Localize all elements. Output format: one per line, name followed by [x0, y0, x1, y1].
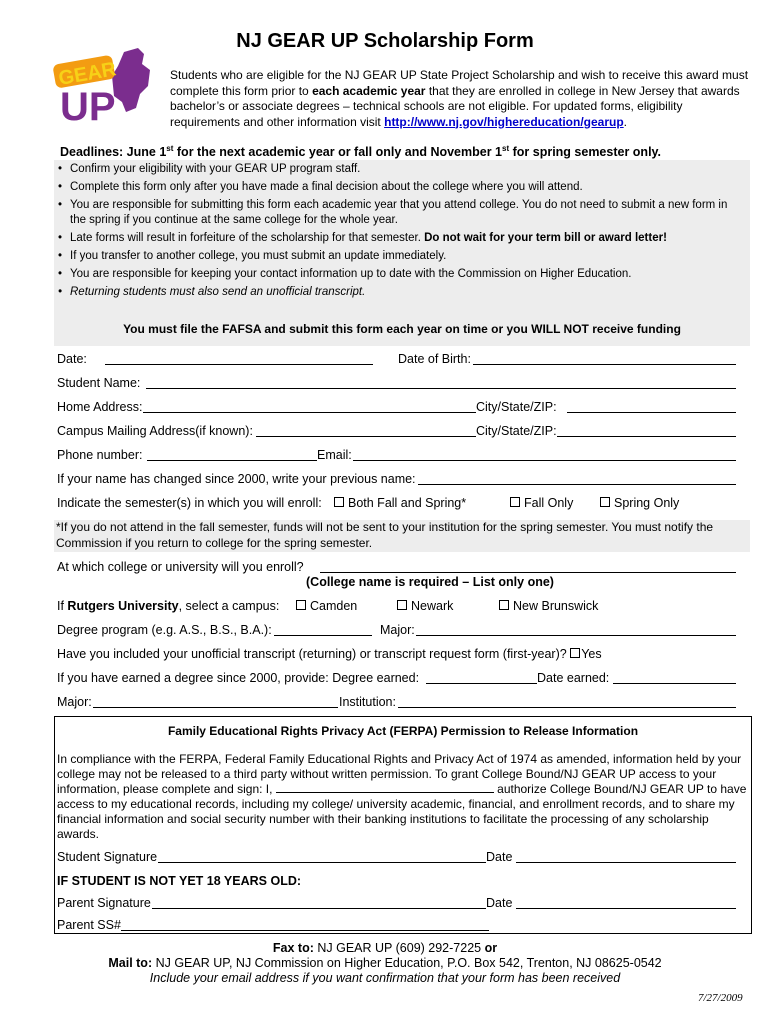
both-fall-spring-option[interactable]: Both Fall and Spring* [334, 496, 466, 510]
campus-city-state-zip-label: City/State/ZIP: [476, 424, 557, 438]
college-label: At which college or university will you enroll? [57, 560, 304, 574]
new-brunswick-option[interactable]: New Brunswick [499, 599, 598, 613]
phone-label: Phone number: [57, 448, 143, 462]
major-field[interactable] [416, 635, 736, 636]
dob-label: Date of Birth: [398, 352, 471, 366]
list-item: • Returning students must also send an unofficial transcript. [56, 285, 746, 300]
logo-word-up: UP [60, 85, 116, 126]
list-item: • You are responsible for submitting this form each academic year that you attend college. You do not need to submit a new form in the spring if you continue at the same college for the whole year. [56, 198, 746, 227]
home-address-label: Home Address: [57, 400, 143, 414]
college-field[interactable] [320, 572, 736, 573]
signature-date-field[interactable] [516, 862, 736, 863]
form-date: 7/27/2009 [698, 992, 743, 1004]
degree-program-field[interactable] [274, 635, 372, 636]
student-name-field[interactable] [146, 388, 736, 389]
campus-address-field[interactable] [256, 436, 476, 437]
list-item: • Confirm your eligibility with your GEAR UP program staff. [56, 162, 746, 177]
instructions-list [56, 162, 746, 303]
campus-city-state-zip-field[interactable] [557, 436, 736, 437]
fall-semester-note: *If you do not attend in the fall semester, funds will not be sent to your institution for the spring semester. You must notify the Commission if you return to college for the spring semester. [54, 520, 750, 552]
under-18-heading: IF STUDENT IS NOT YET 18 YEARS OLD: [57, 874, 302, 888]
date-field[interactable] [105, 364, 373, 365]
phone-field[interactable] [147, 460, 317, 461]
list-item: • Complete this form only after you have made a final decision about the college where you will attend. [56, 180, 746, 195]
fall-only-option[interactable]: Fall Only [510, 496, 573, 510]
student-name-label: Student Name: [57, 376, 141, 390]
transcript-question: Have you included your unofficial transcript (returning) or transcript request form (first-year)? Yes [57, 647, 602, 661]
parent-signature-label: Parent Signature [57, 896, 151, 910]
institution-field[interactable] [398, 707, 736, 708]
date-earned-field[interactable] [613, 683, 736, 684]
college-required-note: (College name is required – List only one) [306, 575, 554, 589]
ferpa-paragraph: In compliance with the FERPA, Federal Family Educational Rights and Privacy Act of 1974 as amended, information held by your college may not be released to a third party without written permission. To grant College Bound/NJ GEAR UP access to your information, please complete and sign: I, authorize College Bound/NJ GEAR UP to have access to my educational records, including my college/ university academic, financial, and enrollment records, and to share my financial information and social security number with their banking institutions to facilitate the processing of any scholarship awards. [57, 752, 747, 841]
date-earned-label: Date earned: [537, 671, 610, 685]
major-label: Major: [380, 623, 415, 637]
signature-date-label: Date [486, 850, 513, 864]
parent-date-field[interactable] [516, 908, 736, 909]
newark-option[interactable]: Newark [397, 599, 453, 613]
transcript-yes-checkbox[interactable] [570, 648, 580, 658]
gear-up-logo [52, 46, 156, 126]
ferpa-title: Family Educational Rights Privacy Act (FERPA) Permission to Release Information [167, 724, 639, 738]
gearup-website-link[interactable]: http://www.nj.gov/highereducation/gearup [384, 114, 624, 129]
city-state-zip-field[interactable] [567, 412, 736, 413]
previous-name-label: If your name has changed since 2000, write your previous name: [57, 472, 416, 486]
degree-earned-label: If you have earned a degree since 2000, provide: Degree earned: [57, 671, 420, 685]
deadlines-heading: Deadlines: June 1st for the next academic year or fall only and November 1st for spring semester only. [60, 144, 662, 160]
degree-earned-field[interactable] [426, 683, 537, 684]
fafsa-warning: You must file the FAFSA and submit this form each year on time or you WILL NOT receive funding [123, 322, 681, 336]
checkbox[interactable] [499, 600, 509, 610]
form-title: NJ GEAR UP Scholarship Form [236, 30, 534, 52]
email-field[interactable] [353, 460, 736, 461]
checkbox[interactable] [510, 497, 520, 507]
parent-signature-field[interactable] [152, 908, 486, 909]
campus-address-label: Campus Mailing Address(if known): [57, 424, 253, 438]
camden-option[interactable]: Camden [296, 599, 357, 613]
mail-line: Mail to: NJ GEAR UP, NJ Commission on Higher Education, P.O. Box 542, Trenton, NJ 08625-0542 [108, 956, 662, 970]
parent-date-label: Date [486, 896, 513, 910]
dob-field[interactable] [473, 364, 736, 365]
checkbox[interactable] [397, 600, 407, 610]
parent-ss-label: Parent SS# [57, 918, 121, 932]
intro-paragraph: Students who are eligible for the NJ GEAR UP State Project Scholarship and wish to receive this award must complete this form prior to each academic year that they are enrolled in college in New Jersey that awards bachelor’s or associate degrees – technical schools are not eligible. For updated forms, eligibility requirements and other information visit http://www.nj.gov/highereducation/gearup. [170, 68, 749, 129]
rutgers-campus-label: If Rutgers University, select a campus: [57, 599, 280, 613]
spring-only-option[interactable]: Spring Only [600, 496, 679, 510]
email-confirmation-note: Include your email address if you want confirmation that your form has been received [149, 971, 621, 985]
list-item: • Late forms will result in forfeiture of the scholarship for that semester. Do not wait for your term bill or award letter! [56, 231, 746, 246]
major2-field[interactable] [93, 707, 338, 708]
checkbox[interactable] [600, 497, 610, 507]
fax-line: Fax to: NJ GEAR UP (609) 292-7225 or [272, 941, 498, 955]
home-address-field[interactable] [143, 412, 476, 413]
previous-name-field[interactable] [418, 484, 736, 485]
list-item: • If you transfer to another college, you must submit an update immediately. [56, 249, 746, 264]
semester-label: Indicate the semester(s) in which you will enroll: [57, 496, 322, 510]
student-signature-field[interactable] [158, 862, 486, 863]
major2-label: Major: [57, 695, 92, 709]
logo-word-gear: GEAR [56, 58, 118, 90]
date-label: Date: [57, 352, 87, 366]
parent-ss-field[interactable] [121, 930, 489, 931]
email-label: Email: [317, 448, 352, 462]
city-state-zip-label: City/State/ZIP: [476, 400, 557, 414]
degree-program-label: Degree program (e.g. A.S., B.S., B.A.): [57, 623, 272, 637]
institution-label: Institution: [339, 695, 396, 709]
checkbox[interactable] [334, 497, 344, 507]
checkbox[interactable] [296, 600, 306, 610]
list-item: • You are responsible for keeping your contact information up to date with the Commission on Higher Education. [56, 267, 746, 282]
name-authorization-field[interactable] [276, 782, 494, 793]
student-signature-label: Student Signature [57, 850, 158, 864]
